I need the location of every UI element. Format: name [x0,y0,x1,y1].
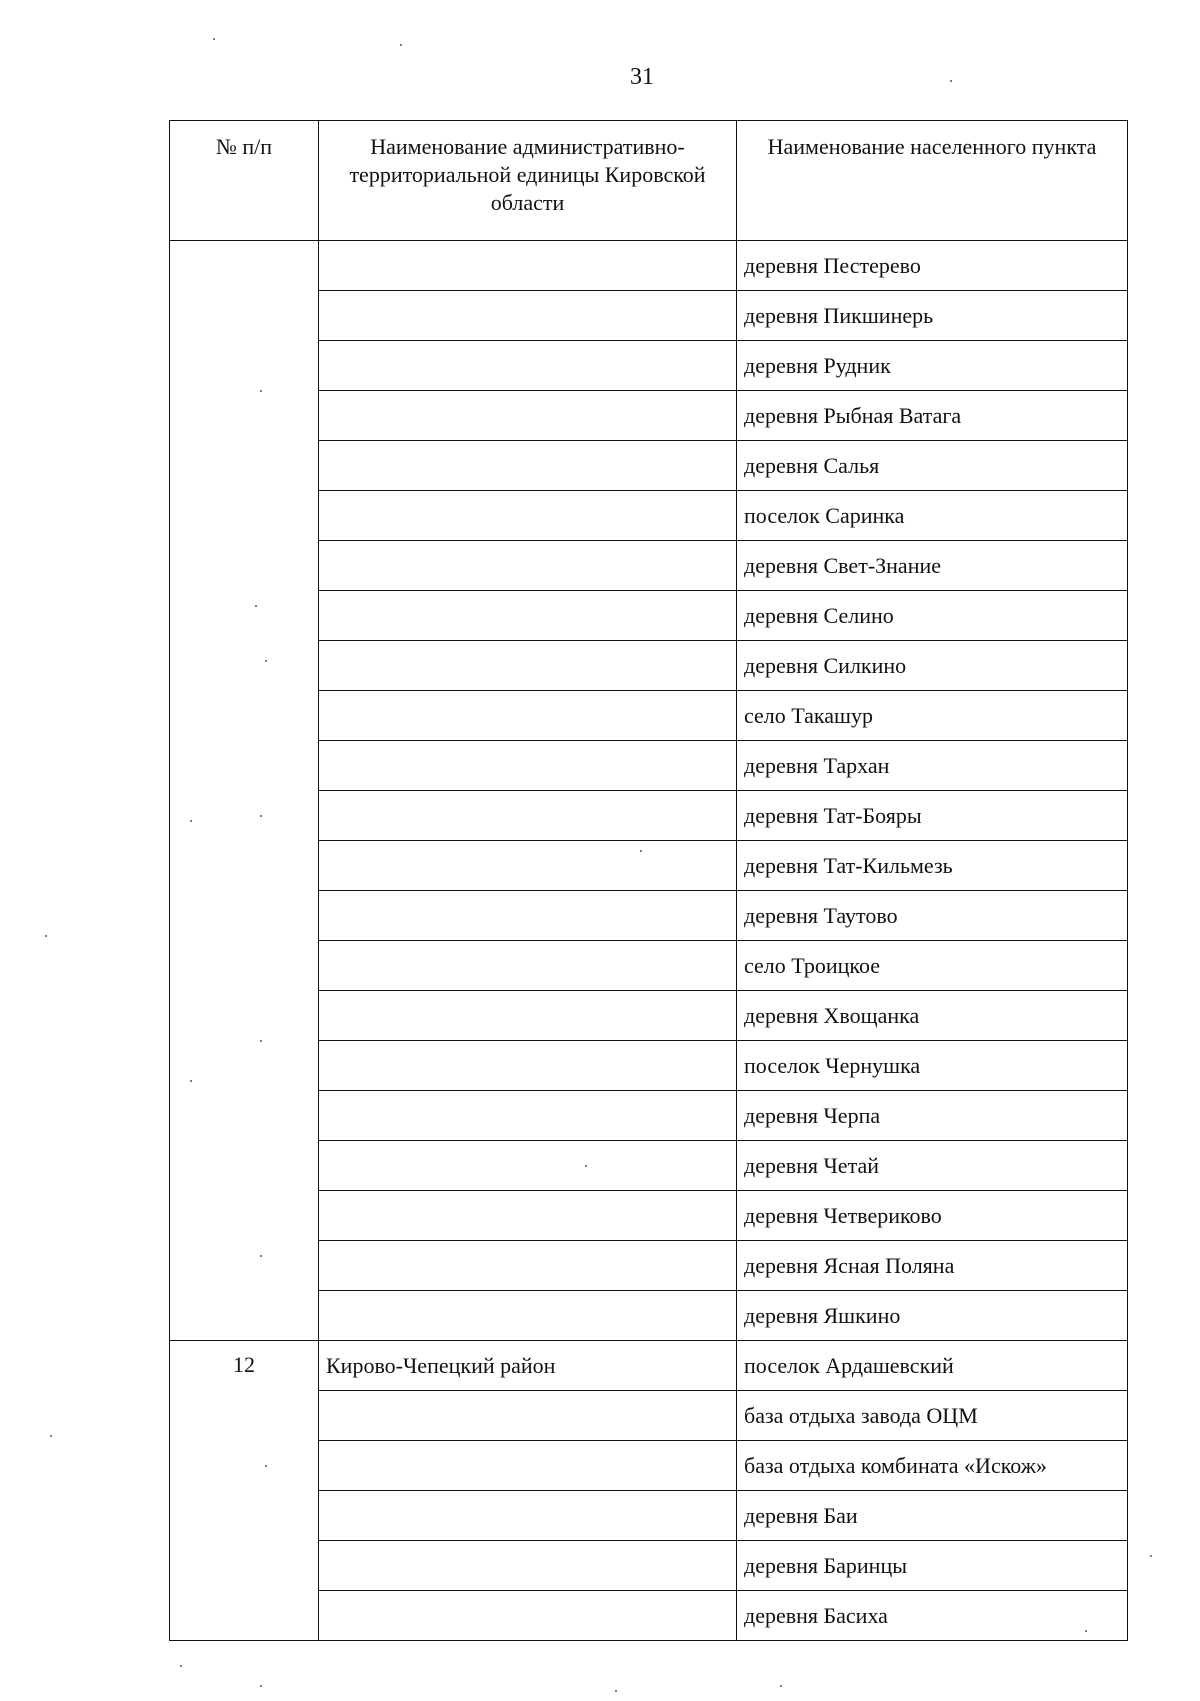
admin-unit-cell [319,391,737,441]
admin-unit-cell [319,841,737,891]
admin-unit-cell [319,1541,737,1591]
admin-unit-cell: Кирово-Чепецкий район [319,1341,737,1391]
admin-unit-cell [319,1441,737,1491]
admin-unit-cell [319,1491,737,1541]
admin-unit-cell [319,1591,737,1641]
settlement-cell: деревня Четвериково [737,1191,1128,1241]
scan-speck [50,1435,52,1437]
settlement-cell: деревня Тархан [737,741,1128,791]
scan-speck [260,1040,262,1042]
settlement-cell: село Такашур [737,691,1128,741]
admin-unit-cell [319,541,737,591]
admin-unit-cell [319,241,737,291]
admin-unit-cell [319,1041,737,1091]
settlement-cell: деревня Таутово [737,891,1128,941]
settlement-cell: деревня Четай [737,1141,1128,1191]
settlement-cell: деревня Яшкино [737,1291,1128,1341]
admin-unit-cell [319,741,737,791]
scan-speck [180,1665,182,1667]
settlement-cell: деревня Басиха [737,1591,1128,1641]
admin-unit-cell [319,1391,737,1441]
scan-speck [260,815,262,817]
admin-unit-cell [319,791,737,841]
row-number-cell: 12 [170,1341,319,1641]
settlement-cell: деревня Хвощанка [737,991,1128,1041]
settlement-cell: деревня Черпа [737,1091,1128,1141]
scan-speck [1085,1630,1087,1632]
scan-speck [45,935,47,937]
table-row [170,241,1128,291]
settlement-cell: база отдыха завода ОЦМ [737,1391,1128,1441]
page-number: 31 [630,64,654,90]
scan-speck [950,80,952,82]
settlement-cell: деревня Селино [737,591,1128,641]
table-row [170,1341,1128,1391]
scan-speck [260,1685,262,1687]
admin-unit-cell [319,441,737,491]
scan-speck [255,605,257,607]
settlement-cell: деревня Силкино [737,641,1128,691]
scan-speck [190,1080,192,1082]
settlement-cell: деревня Ясная Поляна [737,1241,1128,1291]
settlement-cell: деревня Тат-Кильмезь [737,841,1128,891]
admin-unit-cell [319,891,737,941]
header-admin-unit: Наименование административно-территориальной единицы Кировской области [319,121,737,241]
scan-speck [260,1255,262,1257]
admin-unit-cell [319,1191,737,1241]
settlement-cell: деревня Пестерево [737,241,1128,291]
scan-speck [400,44,402,46]
admin-unit-cell [319,341,737,391]
settlement-cell: деревня Салья [737,441,1128,491]
admin-unit-cell [319,1291,737,1341]
table-header-row [170,121,1128,241]
scan-speck [260,390,262,392]
admin-unit-cell [319,691,737,741]
settlement-cell: деревня Баи [737,1491,1128,1541]
admin-unit-cell [319,591,737,641]
settlement-cell: деревня Рыбная Ватага [737,391,1128,441]
settlement-cell: поселок Чернушка [737,1041,1128,1091]
admin-unit-cell [319,941,737,991]
scan-speck [780,1685,782,1687]
scan-speck [585,1165,587,1167]
settlement-cell: база отдыха комбината «Искож» [737,1441,1128,1491]
header-settlement: Наименование населенного пункта [737,121,1128,241]
settlement-cell: деревня Рудник [737,341,1128,391]
scan-speck [265,1465,267,1467]
settlement-cell: деревня Свет-Знание [737,541,1128,591]
scan-speck [615,1690,617,1692]
scan-speck [213,38,215,40]
settlement-cell: деревня Пикшинерь [737,291,1128,341]
admin-unit-cell [319,1091,737,1141]
admin-unit-cell [319,1141,737,1191]
settlement-cell: поселок Саринка [737,491,1128,541]
settlement-cell: село Троицкое [737,941,1128,991]
settlements-table [169,120,1128,1641]
admin-unit-cell [319,991,737,1041]
settlement-cell: деревня Баринцы [737,1541,1128,1591]
admin-unit-cell [319,1241,737,1291]
admin-unit-cell [319,491,737,541]
header-number: № п/п [170,121,319,241]
scan-speck [265,660,267,662]
settlement-cell: деревня Тат-Бояры [737,791,1128,841]
admin-unit-cell [319,291,737,341]
scan-speck [1150,1555,1152,1557]
admin-unit-cell [319,641,737,691]
row-number-cell [170,241,319,1341]
scan-speck [640,850,642,852]
settlement-cell: поселок Ардашевский [737,1341,1128,1391]
scan-speck [190,820,192,822]
